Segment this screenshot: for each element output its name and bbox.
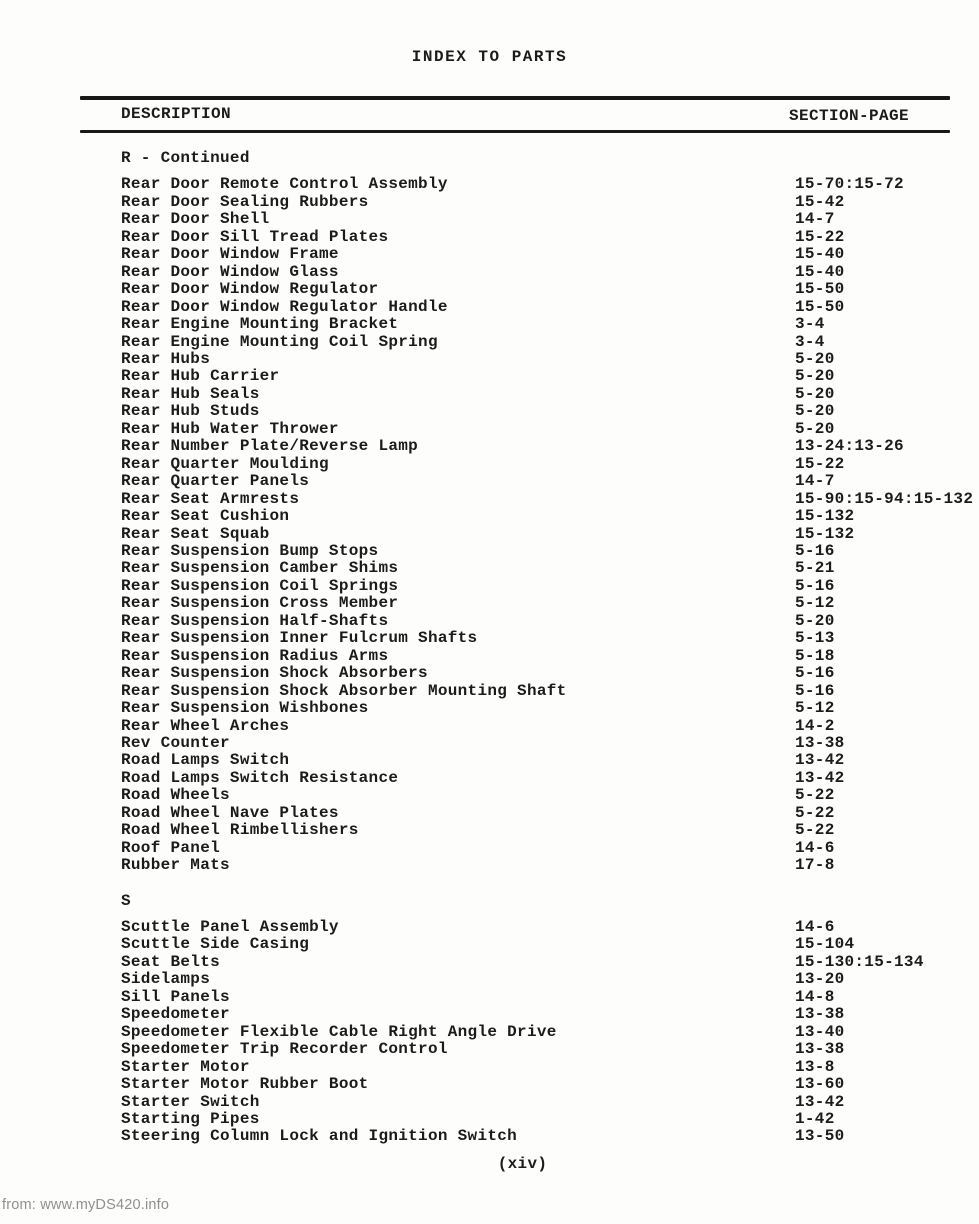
table-top-rule: [80, 96, 950, 100]
part-description: Rear Door Window Regulator: [121, 280, 379, 299]
part-description: Rear Seat Cushion: [121, 507, 290, 526]
part-page-ref: 5-16: [795, 541, 835, 560]
part-page-ref: 1-42: [795, 1110, 835, 1129]
index-row: [121, 229, 951, 246]
part-description: Rear Door Sealing Rubbers: [121, 192, 369, 211]
part-description: Road Wheel Nave Plates: [121, 803, 339, 822]
part-description: Rear Suspension Wishbones: [121, 699, 369, 718]
part-page-ref: 13-20: [795, 970, 845, 989]
section-header: S: [121, 891, 131, 910]
index-row: [121, 665, 951, 682]
part-page-ref: 15-104: [795, 935, 855, 954]
part-page-ref: 5-20: [795, 419, 835, 438]
watermark: from: www.myDS420.info: [2, 1197, 170, 1213]
index-row: [121, 840, 951, 857]
part-page-ref: 5-13: [795, 629, 835, 648]
part-page-ref: 15-50: [795, 280, 845, 299]
index-row: [121, 770, 951, 787]
index-row: [121, 508, 951, 525]
index-row: [121, 473, 951, 490]
part-description: Rear Quarter Panels: [121, 472, 310, 491]
index-row: [121, 857, 951, 874]
part-page-ref: 13-50: [795, 1127, 845, 1146]
part-description: Rear Suspension Cross Member: [121, 594, 399, 613]
index-row: [121, 1094, 951, 1111]
index-row: [121, 1041, 951, 1058]
part-description: Road Lamps Switch: [121, 751, 290, 770]
part-description: Rear Hub Water Thrower: [121, 419, 339, 438]
part-description: Starter Motor Rubber Boot: [121, 1075, 369, 1094]
part-description: Rear Suspension Coil Springs: [121, 576, 399, 595]
index-row: [121, 595, 951, 612]
part-description: Rear Suspension Shock Absorber Mounting Shaft: [121, 681, 567, 700]
index-row: [121, 578, 951, 595]
part-page-ref: 5-20: [795, 349, 835, 368]
column-header-description: DESCRIPTION: [121, 105, 232, 123]
part-description: Sill Panels: [121, 987, 230, 1006]
part-page-ref: 5-18: [795, 646, 835, 665]
index-row: [121, 954, 951, 971]
part-description: Starting Pipes: [121, 1110, 260, 1129]
part-page-ref: 15-70:15-72: [795, 175, 904, 194]
index-row: [121, 456, 951, 473]
part-description: Rear Hubs: [121, 349, 211, 368]
index-row: [121, 281, 951, 298]
part-page-ref: 5-22: [795, 803, 835, 822]
part-description: Rear Engine Mounting Bracket: [121, 315, 399, 334]
part-page-ref: 13-42: [795, 768, 845, 787]
part-page-ref: 13-42: [795, 751, 845, 770]
index-row: [121, 683, 951, 700]
index-row: [121, 543, 951, 560]
part-description: Rear Seat Squab: [121, 524, 270, 543]
index-row: [121, 718, 951, 735]
part-description: Rear Suspension Half-Shafts: [121, 611, 389, 630]
index-row: [121, 351, 951, 368]
part-description: Speedometer: [121, 1005, 230, 1024]
index-row: [121, 1076, 951, 1093]
part-page-ref: 5-12: [795, 699, 835, 718]
part-description: Speedometer Trip Recorder Control: [121, 1040, 448, 1059]
part-page-ref: 14-6: [795, 918, 835, 937]
index-row: [121, 246, 951, 263]
part-page-ref: 15-42: [795, 192, 845, 211]
page-number: (xiv): [497, 1155, 548, 1173]
index-row: [121, 1128, 951, 1145]
part-description: Rear Door Window Glass: [121, 262, 339, 281]
part-description: Scuttle Side Casing: [121, 935, 310, 954]
part-description: Seat Belts: [121, 952, 221, 971]
part-page-ref: 13-38: [795, 1005, 845, 1024]
part-description: Rear Engine Mounting Coil Spring: [121, 332, 438, 351]
part-description: Steering Column Lock and Ignition Switch: [121, 1127, 518, 1146]
index-row: [121, 752, 951, 769]
index-row: [121, 316, 951, 333]
part-page-ref: 3-4: [795, 332, 825, 351]
section-header: R - Continued: [121, 149, 250, 167]
index-row: [121, 822, 951, 839]
part-page-ref: 13-42: [795, 1092, 845, 1111]
part-page-ref: 5-21: [795, 559, 835, 578]
part-page-ref: 15-132: [795, 507, 855, 526]
part-description: Scuttle Panel Assembly: [121, 918, 339, 937]
index-row: [121, 805, 951, 822]
part-description: Rubber Mats: [121, 856, 230, 875]
part-page-ref: 3-4: [795, 315, 825, 334]
part-description: Road Lamps Switch Resistance: [121, 768, 399, 787]
part-description: Rear Number Plate/Reverse Lamp: [121, 437, 419, 456]
index-row: [121, 1006, 951, 1023]
part-page-ref: 13-38: [795, 733, 845, 752]
part-page-ref: 15-50: [795, 297, 845, 316]
part-description: Rear Door Remote Control Assembly: [121, 175, 448, 194]
part-description: Sidelamps: [121, 970, 211, 989]
part-page-ref: 5-20: [795, 611, 835, 630]
part-page-ref: 17-8: [795, 856, 835, 875]
part-page-ref: 15-40: [795, 245, 845, 264]
part-page-ref: 15-130:15-134: [795, 952, 924, 971]
page-title: INDEX TO PARTS: [411, 48, 568, 66]
part-description: Rear Door Window Frame: [121, 245, 339, 264]
index-row: [121, 368, 951, 385]
part-description: Rear Quarter Moulding: [121, 454, 329, 473]
index-row: [121, 403, 951, 420]
index-row: [121, 334, 951, 351]
index-row: [121, 1024, 951, 1041]
part-page-ref: 5-16: [795, 664, 835, 683]
index-row: [121, 1111, 951, 1128]
index-row: [121, 560, 951, 577]
part-page-ref: 13-60: [795, 1075, 845, 1094]
index-row: [121, 264, 951, 281]
part-page-ref: 5-12: [795, 594, 835, 613]
part-description: Rear Seat Armrests: [121, 489, 300, 508]
part-description: Starter Switch: [121, 1092, 260, 1111]
part-page-ref: 14-7: [795, 210, 835, 229]
part-description: Rear Door Sill Tread Plates: [121, 227, 389, 246]
index-row: [121, 989, 951, 1006]
part-description: Rear Suspension Shock Absorbers: [121, 664, 428, 683]
part-description: Starter Motor: [121, 1057, 250, 1076]
part-description: Rear Suspension Camber Shims: [121, 559, 399, 578]
part-page-ref: 15-22: [795, 454, 845, 473]
part-page-ref: 13-38: [795, 1040, 845, 1059]
index-body: [121, 149, 974, 1146]
part-description: Rear Hub Studs: [121, 402, 260, 421]
index-row: [121, 489, 974, 508]
index-row: [121, 971, 951, 988]
index-row: [121, 194, 951, 211]
part-page-ref: 15-132: [795, 524, 855, 543]
part-description: Road Wheels: [121, 786, 230, 805]
part-page-ref: 15-22: [795, 227, 845, 246]
part-page-ref: 14-6: [795, 838, 835, 857]
index-row: [121, 919, 951, 936]
part-description: Rear Hub Seals: [121, 384, 260, 403]
part-description: Rear Suspension Radius Arms: [121, 646, 389, 665]
part-description: Rev Counter: [121, 733, 230, 752]
part-description: Road Wheel Rimbellishers: [121, 821, 359, 840]
index-row: [121, 421, 951, 438]
part-page-ref: 5-16: [795, 576, 835, 595]
part-description: Roof Panel: [121, 838, 221, 857]
index-row: [121, 386, 951, 403]
part-page-ref: 5-20: [795, 402, 835, 421]
table-header-rule: [80, 130, 950, 133]
column-header-section-page: SECTION-PAGE: [789, 107, 910, 125]
part-page-ref: 5-22: [795, 786, 835, 805]
part-page-ref: 15-40: [795, 262, 845, 281]
index-row: [121, 613, 951, 630]
part-description: Rear Door Shell: [121, 210, 270, 229]
part-description: Rear Wheel Arches: [121, 716, 290, 735]
index-row: [121, 648, 951, 665]
index-row: [121, 1059, 951, 1076]
part-page-ref: 13-40: [795, 1022, 845, 1041]
index-row: [121, 787, 951, 804]
part-page-ref: 13-24:13-26: [795, 437, 904, 456]
part-page-ref: 5-20: [795, 367, 835, 386]
part-description: Rear Suspension Inner Fulcrum Shafts: [121, 629, 478, 648]
index-row: [121, 630, 951, 647]
part-page-ref: 14-8: [795, 987, 835, 1006]
part-page-ref: 15-90:15-94:15-132: [795, 489, 974, 508]
part-description: Rear Door Window Regulator Handle: [121, 297, 448, 316]
part-page-ref: 5-22: [795, 821, 835, 840]
part-description: Rear Suspension Bump Stops: [121, 541, 379, 560]
part-page-ref: 5-20: [795, 384, 835, 403]
index-row: [121, 438, 951, 455]
index-row: [121, 936, 951, 953]
part-page-ref: 5-16: [795, 681, 835, 700]
index-row: [121, 211, 951, 228]
part-page-ref: 14-7: [795, 472, 835, 491]
index-row: [121, 299, 951, 316]
index-row: [121, 526, 951, 543]
index-row: [121, 700, 951, 717]
part-description: Rear Hub Carrier: [121, 367, 280, 386]
part-page-ref: 13-8: [795, 1057, 835, 1076]
part-page-ref: 14-2: [795, 716, 835, 735]
index-row: [121, 735, 951, 752]
part-description: Speedometer Flexible Cable Right Angle Drive: [121, 1022, 557, 1041]
index-row: [121, 176, 951, 193]
